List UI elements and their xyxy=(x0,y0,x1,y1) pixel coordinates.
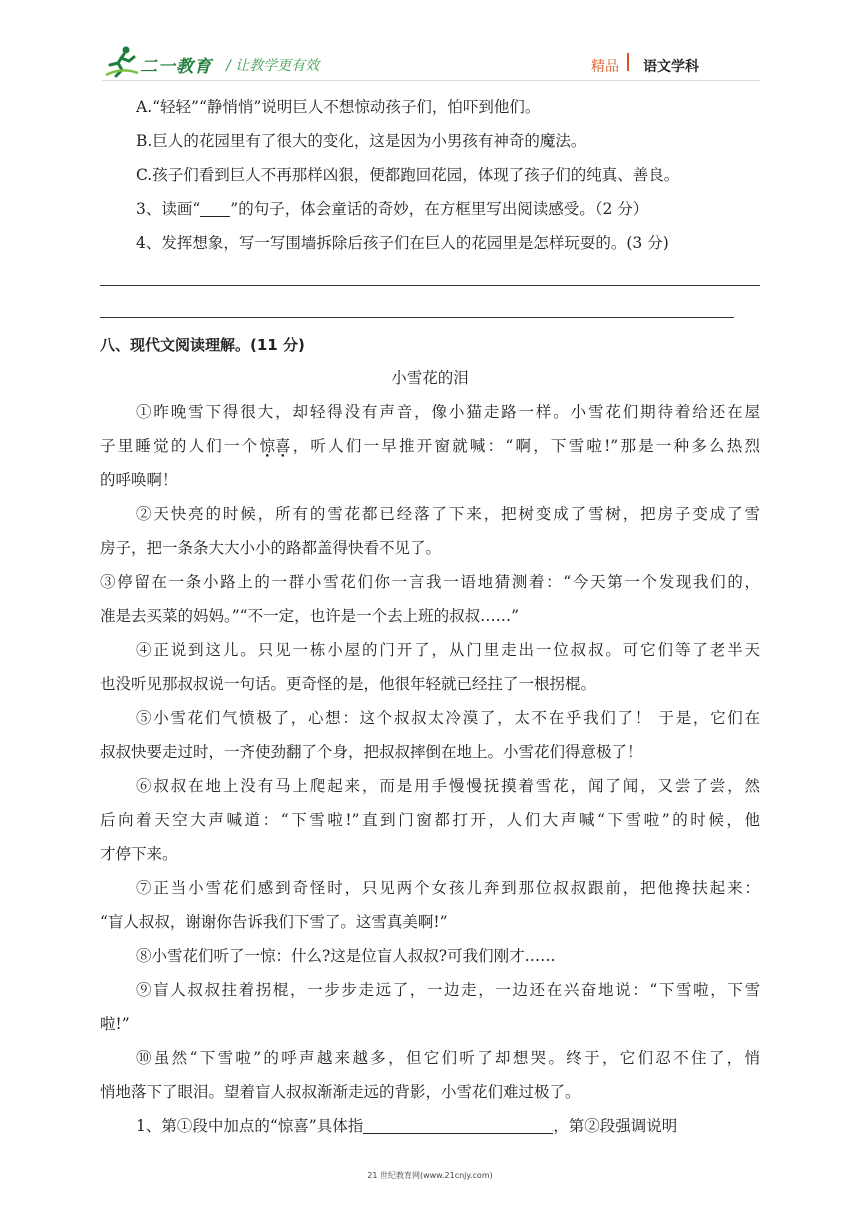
section-8-heading: 八、现代文阅读理解。(11 分) xyxy=(100,336,305,354)
option-a: A.“轻轻”“静悄悄”说明巨人不想惊动孩子们，怕吓到他们。 xyxy=(136,98,541,116)
paragraph-10-line-1: ⑩虽然“下雪啦”的呼声越来越多，但它们听了却想哭。终于，它们忍不住了，悄 xyxy=(136,1049,760,1067)
paragraph-4-line-2: 也没听见那叔叔说一句话。更奇怪的是，他很年轻就已经拄了一根拐棍。 xyxy=(100,675,597,693)
paragraph-4-line-1: ④正说到这儿。只见一栋小屋的门开了，从门里走出一位叔叔。可它们等了老半天 xyxy=(136,641,760,659)
page-header xyxy=(0,0,860,86)
question-1-suffix: ，第②段强调说明 xyxy=(553,1117,678,1135)
header-separator xyxy=(627,53,629,71)
passage-title: 小雪花的泪 xyxy=(391,369,469,387)
paragraph-7-line-1: ⑦正当小雪花们感到奇怪时，只见两个女孩儿奔到那位叔叔跟前，把他搀扶起来： xyxy=(136,879,760,897)
paragraph-9-line-2: 啦!” xyxy=(100,1015,130,1033)
paragraph-1-line-2 xyxy=(100,436,760,456)
answer-line-2[interactable] xyxy=(100,317,734,318)
paragraph-2-line-2: 房子，把一条条大大小小的路都盖得快看不见了。 xyxy=(100,539,442,557)
paragraph-3-line-1: ③停留在一条小路上的一群小雪花们你一言我一语地猜测着：“今天第一个发现我们的， xyxy=(100,573,760,591)
paragraph-10-line-2: 悄地落下了眼泪。望着盲人叔叔渐渐走远的背影，小雪花们难过极了。 xyxy=(100,1083,581,1101)
paragraph-3-line-2: 准是去买菜的妈妈。”“不一定，也许是一个去上班的叔叔……” xyxy=(100,607,520,625)
paragraph-1-text-b: ，听人们一早推开窗就喊：“啊，下雪啦!”那是一种多么热烈 xyxy=(290,437,760,455)
paragraph-5-line-2: 叔叔快要走过时，一齐使劲翻了个身，把叔叔摔倒在地上。小雪花们得意极了！ xyxy=(100,743,643,761)
running-figure-logo-icon xyxy=(104,45,140,79)
question-3 xyxy=(136,199,648,219)
paragraph-8-line-1: ⑧小雪花们听了一惊：什么?这是位盲人叔叔?可我们刚才…… xyxy=(136,947,556,965)
option-b: B.巨人的花园里有了很大的变化，这是因为小男孩有神奇的魔法。 xyxy=(136,132,587,150)
question-3-suffix: ”的句子，体会童话的奇妙，在方框里写出阅读感受。（2 分） xyxy=(230,200,649,218)
paragraph-5-line-1: ⑤小雪花们气愤极了，心想：这个叔叔太冷漠了，太不在乎我们了！ 于是，它们在 xyxy=(136,709,760,727)
paragraph-7-line-2: “盲人叔叔，谢谢你告诉我们下雪了。这雪真美啊!” xyxy=(100,913,448,931)
quality-tag: 精品 xyxy=(591,59,619,75)
paragraph-6-line-3: 才停下来。 xyxy=(100,845,178,863)
paragraph-9-line-1: ⑨盲人叔叔拄着拐棍，一步步走远了，一边走，一边还在兴奋地说：“下雪啦，下雪 xyxy=(136,981,760,999)
question-3-underline-sample xyxy=(200,200,230,217)
paragraph-6-line-1: ⑥叔叔在地上没有马上爬起来，而是用手慢慢抚摸着雪花，闻了闻，又尝了尝，然 xyxy=(136,777,760,795)
header-divider xyxy=(102,80,760,81)
subject-tag: 语文学科 xyxy=(643,59,699,75)
paragraph-1-line-1: ①昨晚雪下得很大，却轻得没有声音，像小猫走路一样。小雪花们期待着给还在屋 xyxy=(136,403,760,421)
question-4: 4、发挥想象，写一写围墙拆除后孩子们在巨人的花园里是怎样玩耍的。(3 分) xyxy=(136,234,669,252)
option-c: C.孩子们看到巨人不再那样凶狠，便都跑回花园，体现了孩子们的纯真、善良。 xyxy=(136,166,680,184)
question-3-prefix: 3、读画“ xyxy=(136,200,201,218)
paragraph-1-text-a: 子里睡觉的人们一个 xyxy=(100,437,260,455)
emphasis-dot-char-1: 惊 xyxy=(259,437,275,455)
question-1-answer-blank[interactable] xyxy=(363,1117,553,1134)
logo-text: 二一教育 xyxy=(140,57,212,77)
paragraph-1-line-3: 的呼唤啊！ xyxy=(100,471,178,489)
answer-line-1[interactable] xyxy=(100,285,760,286)
emphasis-dot-char-2: 喜 xyxy=(274,437,291,455)
question-1 xyxy=(136,1116,677,1136)
paragraph-2-line-1: ②天快亮的时候，所有的雪花都已经落了下来，把树变成了雪树，把房子变成了雪 xyxy=(136,505,760,523)
question-1-prefix: 1、第①段中加点的“惊喜”具体指 xyxy=(136,1117,364,1135)
slogan: / 让教学更有效 xyxy=(226,58,320,74)
paragraph-6-line-2: 后向着天空大声喊道：“下雪啦!”直到门窗都打开，人们大声喊“下雪啦”的时候，他 xyxy=(100,811,760,829)
page-footer: 21 世纪教育网(www.21cnjy.com) xyxy=(367,1171,493,1180)
